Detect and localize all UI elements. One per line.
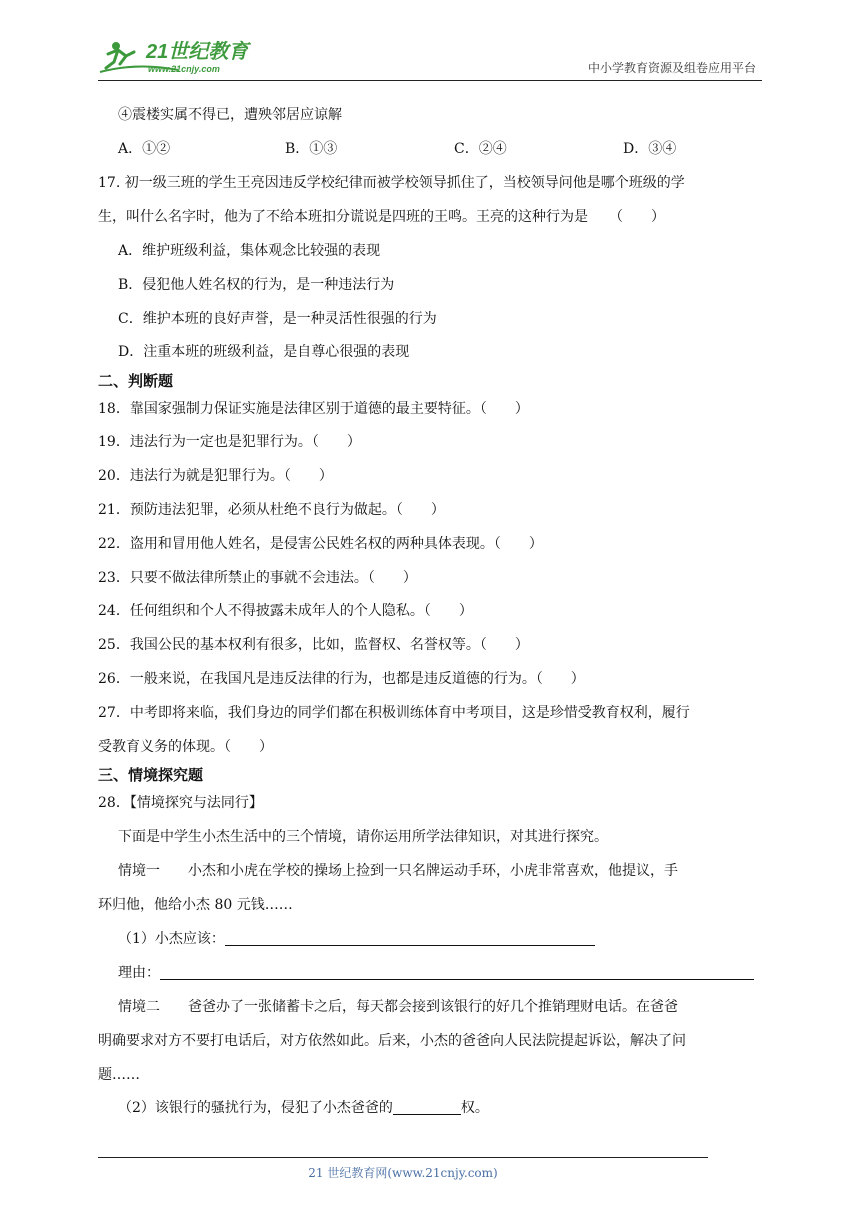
- q28-sub1-label: （1）小杰应该：: [118, 931, 225, 947]
- q22: 22．盗用和冒用他人姓名，是侵害公民姓名权的两种具体表现。（ ）: [98, 536, 543, 552]
- option-line-4: ④震楼实属不得已，遭殃邻居应谅解: [118, 107, 342, 123]
- q25: 25．我国公民的基本权利有很多，比如，监督权、名誉权等。（ ）: [98, 637, 529, 653]
- scenario2-line3: 题……: [98, 1067, 140, 1083]
- q19: 19．违法行为一定也是犯罪行为。（ ）: [98, 434, 361, 450]
- page-header: [98, 28, 762, 81]
- q28-intro: 下面是中学生小杰生活中的三个情境，请你运用所学法律知识，对其进行探究。: [118, 829, 608, 845]
- svg-text:21世纪教育: 21世纪教育: [146, 41, 249, 63]
- answer-blank-1[interactable]: [225, 931, 595, 946]
- footer-divider: [98, 1157, 708, 1158]
- q17-option-d: D．注重本班的班级利益，是自尊心很强的表现: [118, 344, 410, 360]
- site-logo: [98, 32, 268, 76]
- q27-line2: 受教育义务的体现。（ ）: [98, 739, 273, 755]
- q16-option-b: B．①③: [285, 141, 338, 157]
- q28-title: 28．【情境探究与法同行】: [98, 795, 263, 811]
- q23: 23．只要不做法律所禁止的事就不会违法。（ ）: [98, 570, 417, 586]
- q28-reason: [118, 963, 762, 983]
- q27-line1: 27．中考即将来临，我们身边的同学们都在积极训练体育中考项目，这是珍惜受教育权利，履行: [98, 705, 690, 721]
- svg-text:www.21cnjy.com: www.21cnjy.com: [148, 64, 220, 74]
- q17-stem-line1: 17. 初一级三班的学生王亮因违反学校纪律而被学校领导抓住了，当校领导问他是哪个班级的学: [98, 175, 685, 191]
- scenario1-line2: 环归他，他给小杰 80 元钱……: [98, 897, 293, 913]
- footer-text: 21 世纪教育网(www.21cnjy.com): [308, 1166, 498, 1180]
- section-heading-scenario: 三、情境探究题: [98, 766, 204, 784]
- q28-sub1: [118, 929, 762, 949]
- q28-sub2-label: （2）该银行的骚扰行为，侵犯了小杰爸爸的: [118, 1100, 393, 1116]
- header-platform-text: 中小学教育资源及组卷应用平台: [587, 61, 756, 75]
- answer-blank-reason[interactable]: [160, 965, 754, 980]
- q20: 20．违法行为就是犯罪行为。（ ）: [98, 468, 333, 484]
- reason-label: 理由：: [118, 965, 160, 981]
- q16-option-a: A．①②: [118, 141, 171, 157]
- scenario2-line2: 明确要求对方不要打电话后，对方依然如此。后来，小杰的爸爸向人民法院提起诉讼，解决了问: [98, 1033, 686, 1049]
- q24: 24．任何组织和个人不得披露未成年人的个人隐私。（ ）: [98, 603, 473, 619]
- q28-sub2: [118, 1098, 762, 1118]
- q18: 18．靠国家强制力保证实施是法律区别于道德的最主要特征。（ ）: [98, 401, 529, 417]
- q17-option-c: C．维护本班的良好声誉，是一种灵活性很强的行为: [118, 311, 437, 327]
- q17-stem-line2: 生，叫什么名字时，他为了不给本班扣分谎说是四班的王鸣。王亮的这种行为是 （ ）: [98, 209, 665, 225]
- q21: 21．预防违法犯罪，必须从杜绝不良行为做起。（ ）: [98, 502, 445, 518]
- scenario1-line1: 情境一 小杰和小虎在学校的操场上捡到一只名牌运动手环，小虎非常喜欢，他提议，手: [118, 863, 678, 879]
- q16-option-c: C．②④: [454, 141, 507, 157]
- q16-option-d: D．③④: [623, 141, 677, 157]
- q28-sub2-suffix: 权。: [460, 1100, 489, 1116]
- q17-option-a: A．维护班级利益，集体观念比较强的表现: [118, 243, 381, 259]
- scenario2-line1: 情境二 爸爸办了一张储蓄卡之后，每天都会接到该银行的好几个推销理财电话。在爸爸: [118, 999, 678, 1015]
- q17-option-b: B．侵犯他人姓名权的行为，是一种违法行为: [118, 277, 395, 293]
- q26: 26．一般来说，在我国凡是违反法律的行为，也都是违反道德的行为。（ ）: [98, 671, 585, 687]
- answer-blank-2[interactable]: [393, 1100, 461, 1115]
- section-heading-judgement: 二、判断题: [98, 372, 174, 390]
